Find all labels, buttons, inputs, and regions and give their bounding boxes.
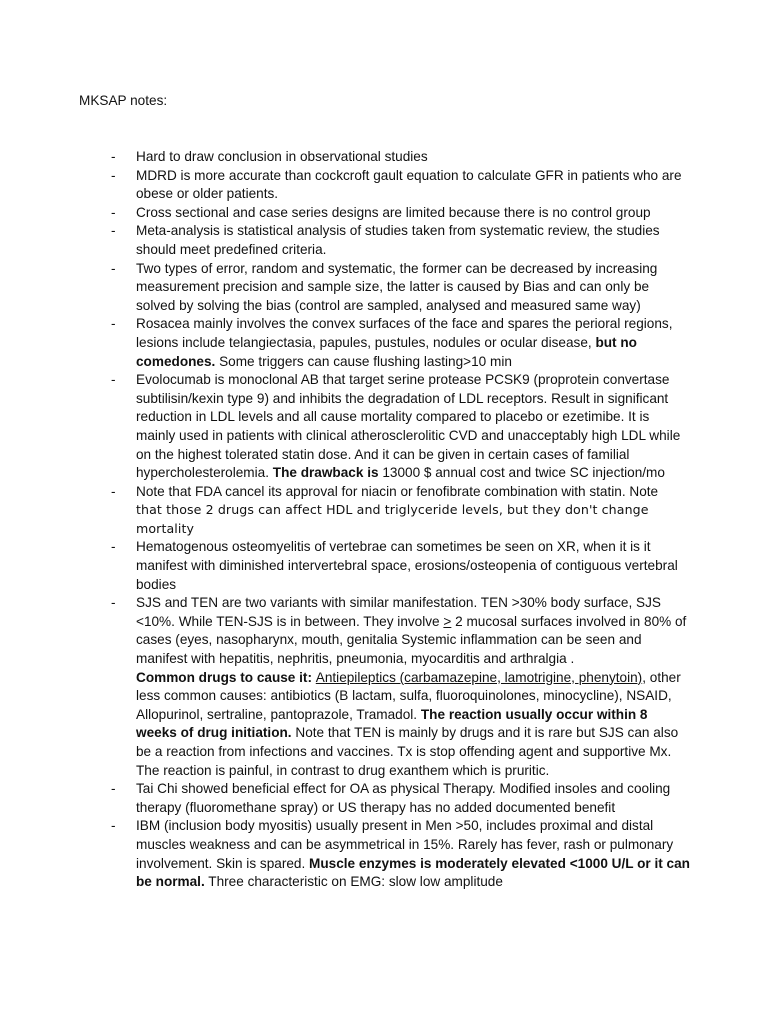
list-item — [111, 594, 691, 780]
note-text: Some triggers can cause flushing lasting>10 min — [215, 353, 512, 369]
note-bold-text: The drawback is — [272, 465, 379, 481]
note-text: 2 mucosal surfaces involved in 80% of cases (eyes, nasopharynx, mouth, genitalia Systemic inflammation can be seen and manifest with hepatitis, nephritis, pneumonia, myocarditis and arthralgia . — [136, 613, 687, 667]
note-text: - Note that FDA cancel its approval for niacin or fenofibrate combination with statin. Note — [136, 483, 659, 499]
note-text: Hematogenous osteomyelitis of vertebrae can sometimes be seen on XR, when it is it manifest with diminished intervertebral space, erosions/osteopenia of contiguous vertebral bodies — [136, 539, 678, 592]
note-text: Evolocumab is monoclonal AB that target serine protease PCSK9 (proprotein convertase subtilisin/kexin type 9) and inhibits the degradation of LDL receptors. Result in significant reduction in LDL levels and all cause mortality compared to placebo or ezetimibe. It is mainly used in patients with clinical atherosclerolitic CVD and unacceptably high LDL while on the highest tolerated statin dose. And it can be given in certain cases of familial hypercholesterolemia. — [136, 372, 681, 481]
list-item — [111, 315, 691, 371]
list-item — [111, 167, 691, 204]
note-text: Rosacea mainly involves the convex surfaces of the face and spares the perioral regions, lesions include telangiectasia, papules, pustules, nodules or ocular disease, — [136, 316, 673, 350]
note-text: Cross sectional and case series designs are limited because there is no control group — [136, 204, 651, 220]
note-text: SJS and TEN are two variants with similar manifestation. TEN >30% body surface, SJS <10%. While TEN-SJS is in between. They involve — [136, 595, 661, 629]
note-text: Meta-analysis is statistical analysis of studies taken from systematic review, the studies should meet predefined criteria. — [136, 223, 660, 257]
note-text: Three characteristic on EMG: slow low amplitude — [204, 874, 503, 890]
list-item — [111, 483, 691, 539]
note-text: that those 2 drugs can affect HDL and triglyceride levels, but they don't change mortality — [136, 502, 649, 536]
list-item — [111, 260, 691, 316]
note-text: Note that TEN is mainly by drugs and it is rare but SJS can also be a reaction from infections and vaccines. Tx is stop offending agent and supportive Mx. — [136, 725, 679, 759]
list-item — [111, 371, 691, 483]
list-item — [111, 148, 691, 167]
note-text: 13000 $ annual cost and twice SC injection/mo — [378, 465, 665, 481]
note-text: IBM (inclusion body myositis) usually present in Men >50, includes proximal and distal muscles weakness and can be asymmetrical in 15%. Rarely has fever, rash or pulmonary involvement. Skin is spared. — [136, 818, 674, 871]
note-text: Tai Chi showed beneficial effect for OA as physical Therapy. Modified insoles and cooling therapy (fluoromethane spray) or US therapy has no added documented benefit — [136, 781, 671, 815]
list-item — [111, 817, 691, 891]
list-item — [111, 204, 691, 223]
notes-list — [111, 148, 691, 892]
greater-equal-symbol: > — [443, 613, 452, 629]
list-item — [111, 222, 691, 259]
note-text: Two types of error, random and systematic, the former can be decreased by increasing measurement precision and sample size, the latter is caused by Bias and can only be solved by solving the bias (control are sampled, analysed and measured same way) — [136, 260, 658, 313]
note-text: The reaction is painful, in contrast to drug exanthem which is pruritic. — [136, 762, 550, 778]
document-title: MKSAP notes: — [79, 93, 168, 108]
note-bold-text: The reaction usually occur within 8 weeks of drug initiation. — [136, 706, 648, 741]
note-bold-text: but no comedones. — [136, 334, 637, 369]
note-text: , other less common causes: antibiotics (B lactam, sulfa, fluoroquinolones, minocycline), NSAID, Allopurinol, sertraline, pantoprazole, Tramadol. — [136, 669, 681, 722]
list-item — [111, 538, 691, 594]
note-bold-text: Common drugs to cause it: — [136, 669, 316, 685]
note-text: Hard to draw conclusion in observational studies — [136, 149, 428, 164]
note-underlined-text: Antiepileptics (carbamazepine, lamotrigine, phenytoin) — [315, 669, 643, 685]
note-bold-text: Muscle enzymes is moderately elevated <1000 U/L or it can be normal. — [136, 855, 690, 890]
note-text: MDRD is more accurate than cockcroft gault equation to calculate GFR in patients who are obese or older patients. — [136, 167, 682, 202]
list-item — [111, 780, 691, 817]
